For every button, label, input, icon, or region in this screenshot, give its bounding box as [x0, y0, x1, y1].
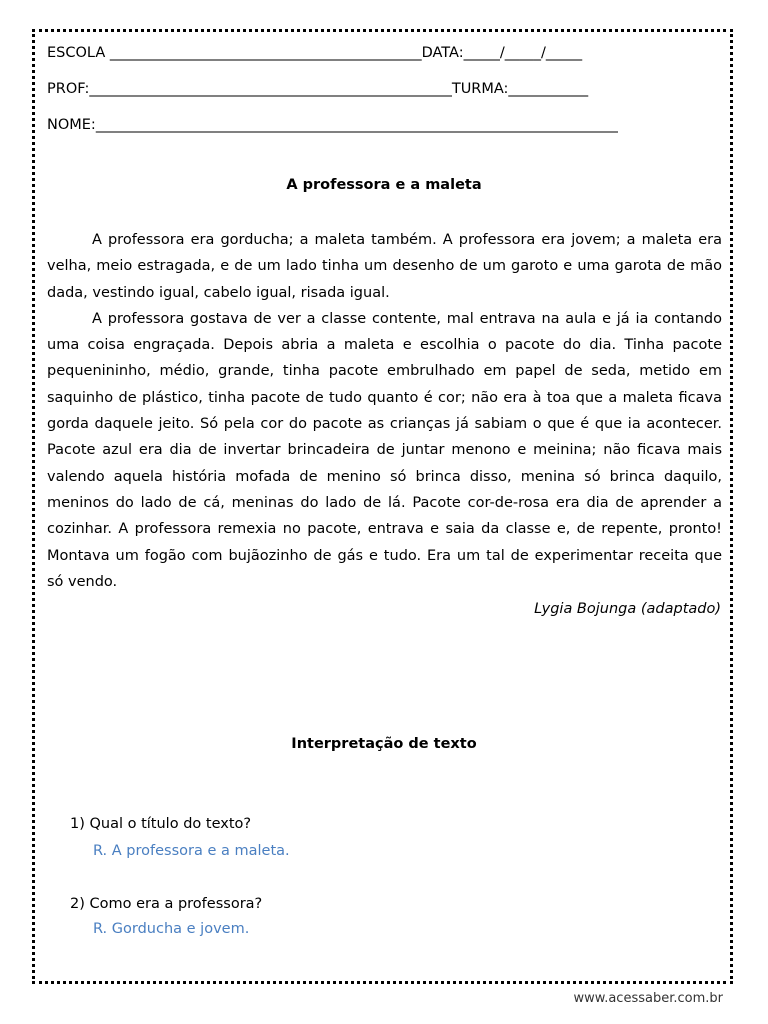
question-2: 2) Como era a professora?	[70, 896, 263, 912]
exercise-title: Interpretação de texto	[291, 736, 477, 752]
story-paragraph: A professora gostava de ver a classe contente, mal entrava na aula e já ia contando uma coisa engraçada. Depois abria a maleta e escolhia o pacote do dia. Tinha pacote pequenininho, médio, grande, tinha pacote embrulhado em papel de seda, metido em saquinho de plástico, tinha pacote de tudo quanto é cor; não era à toa que a maleta ficava gorda daquele jeito. Só pela cor do pacote as crianças já sabiam o que é que ia acontecer. Pacote azul era dia de invertar brincadeira de juntar menono e meinina; não ficava mais valendo aquela história mofada de menino só brinca disso, menina só brinca daquilo, meninos do lado de cá, meninas do lado de lá. Pacote cor-de-rosa era dia de aprender a cozinhar. A professora remexia no pacote, entrava e saia da classe e, de repente, pronto! Montava um fogão com bujãozinho de gás e tudo. Era um tal de experimentar receita que só vendo.	[47, 310, 722, 590]
nome-line[interactable]: NOME:________________________________________________________________________	[47, 117, 618, 133]
story-paragraph: A professora era gorducha; a maleta também. A professora era jovem; a maleta era velha, meio estragada, e de um lado tinha um desenho de um garoto e uma garota de mão dada, vestindo igual, cabelo igual, risada igual.	[47, 232, 722, 301]
escola-data-line[interactable]: ESCOLA ___________________________________________DATA:_____/_____/_____	[47, 45, 583, 61]
answer-1: R. A professora e a maleta.	[93, 843, 290, 859]
story-author: Lygia Bojunga (adaptado)	[534, 601, 721, 617]
website-footer: www.acessaber.com.br	[573, 991, 723, 1006]
question-1: 1) Qual o título do texto?	[70, 816, 252, 832]
answer-2: R. Gorducha e jovem.	[93, 921, 250, 937]
prof-turma-line[interactable]: PROF:__________________________________________________TURMA:___________	[47, 81, 589, 97]
story-text	[47, 227, 722, 595]
story-title: A professora e a maleta	[286, 177, 482, 193]
